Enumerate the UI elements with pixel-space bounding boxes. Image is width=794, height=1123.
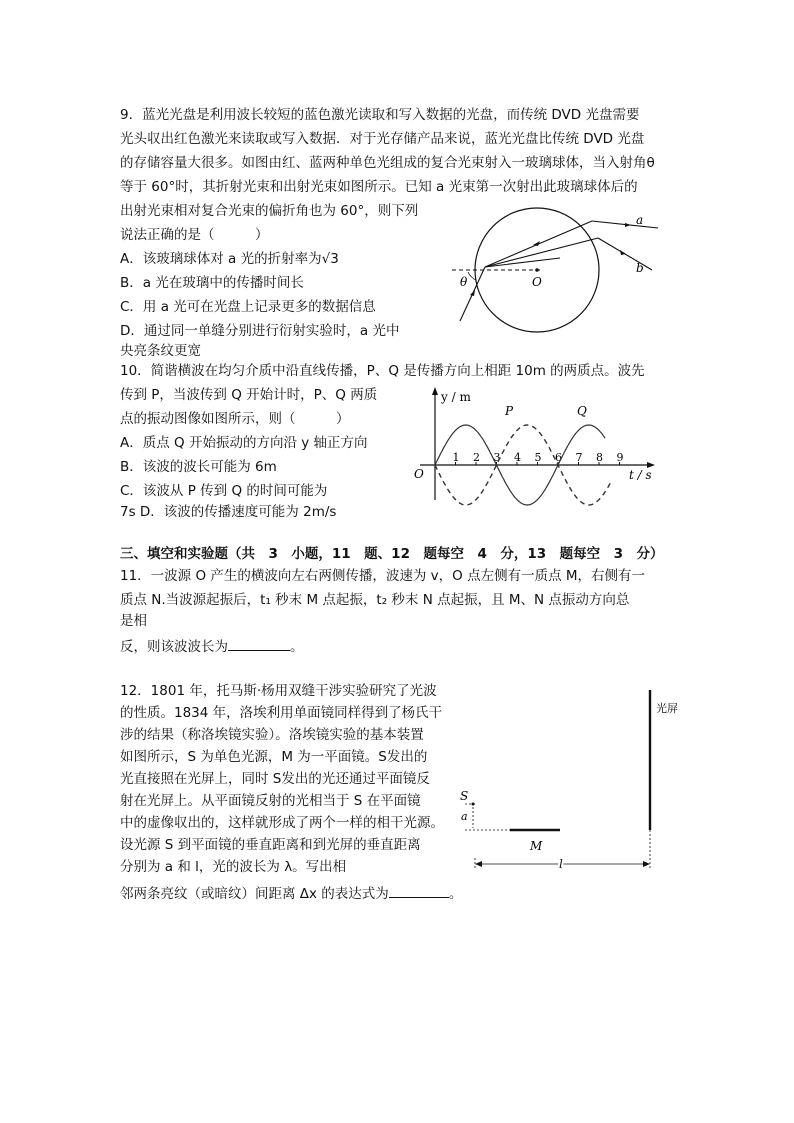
q9-option-b: B．a 光在玻璃中的传播时间长 <box>120 275 304 291</box>
q9-fig-label-b: b <box>636 261 644 275</box>
q10-tick-label: 3 <box>493 451 501 464</box>
q11-line-2: 质点 N.当波源起振后，t₁ 秒末 M 点起振，t₂ 秒末 N 点起振，且 M、N 点振动方向总 <box>120 592 630 608</box>
q10-tick-label: 2 <box>473 451 480 464</box>
q10-label-q: Q <box>577 404 587 418</box>
q10-y-axis-label: y / m <box>441 390 471 404</box>
q9-option-d-1: D．通过同一单缝分别进行衍射实验时，a 光中 <box>120 323 400 339</box>
q11-answer-blank[interactable] <box>228 637 290 651</box>
q9-line-3: 的存储容量大很多。如图由红、蓝两种单色光组成的复合光束射入一玻璃球体，当入射角θ <box>120 155 655 171</box>
q9-line-4: 等于 60°时，其折射光束和出射光束如图所示。已知 a 光束第一次射出此玻璃球体后的 <box>120 179 638 195</box>
q12-line-4: 如图所示，S 为单色光源，M 为一平面镜。S发出的 <box>120 749 428 765</box>
q12-lloyd-mirror-figure <box>455 688 695 878</box>
q12-line-2: 的性质。1834 年，洛埃利用单面镜同样得到了杨氏干 <box>120 705 443 721</box>
q10-tick-label: 7 <box>575 451 583 464</box>
q10-line-1: 10．简谐横波在均匀介质中沿直线传播，P、Q 是传播方向上相距 10m 的两质点。波先 <box>120 363 645 379</box>
q9-option-c: C．用 a 光可在光盘上记录更多的数据信息 <box>120 299 376 315</box>
q10-origin-label: O <box>414 467 424 481</box>
q10-tick-label: 1 <box>452 451 460 464</box>
q12-line-6: 射在光屏上。从平面镜反射的光相当于 S 在平面镜 <box>120 793 421 809</box>
q11-line-4 <box>120 637 304 656</box>
q10-tick-label: 6 <box>555 451 562 464</box>
q10-line-3: 点的振动图像如图所示，则（ ） <box>120 411 350 427</box>
q9-line-1: 9．蓝光光盘是利用波长较短的蓝色激光读取和写入数据的光盘，而传统 DVD 光盘需要 <box>120 107 640 123</box>
q12-screen-label: 光屏 <box>656 702 678 715</box>
q10-tick-label: 4 <box>514 451 521 464</box>
q10-tick-label: 9 <box>616 451 624 464</box>
q12-line-3: 涉的结果（称洛埃镜实验）。洛埃镜实验的基本装置 <box>120 727 424 743</box>
q12-prompt: 邻两条亮纹（或暗纹）间距离 Δx 的表达式为 <box>120 886 389 902</box>
q9-fig-label-theta: θ <box>460 275 468 289</box>
q9-fig-label-o: O <box>532 275 542 289</box>
q12-line-9: 分别为 a 和 l，光的波长为 λ。写出相 <box>120 859 347 875</box>
q9-line-5: 出射光束相对复合光束的偏折角也为 60°，则下列 <box>120 203 419 219</box>
q10-vibration-graph <box>405 385 660 505</box>
q10-option-b: B．该波的波长可能为 6m <box>120 459 277 475</box>
q12-line-8: 设光源 S 到平面镜的垂直距离和到光屏的垂直距离 <box>120 837 421 853</box>
section-3-heading: 三、填空和实验题（共 3 小题，11 题、12 题每空 4 分，13 题每空 3 分） <box>120 546 664 562</box>
q10-option-c: C．该波从 P 传到 Q 的时间可能为 <box>120 483 328 499</box>
q9-fig-label-a: a <box>636 213 644 227</box>
q12-label-m: M <box>530 839 543 853</box>
q10-line-2: 传到 P，当波传到 Q 开始计时，P、Q 两质 <box>120 387 378 403</box>
q11-prompt: 反，则该波波长为 <box>120 639 228 655</box>
q10-option-c-d: 7s D．该波的传播速度可能为 2m/s <box>120 504 337 520</box>
q10-option-a: A．质点 Q 开始振动的方向沿 y 轴正方向 <box>120 435 368 451</box>
q10-tick-label: 8 <box>596 451 603 464</box>
q12-end: 。 <box>448 886 463 902</box>
q9-line-2: 光头収出红色激光来读取或写入数据．对于光存储产品来说，蓝光光盘比传统 DVD 光盘 <box>120 131 645 147</box>
q11-line-3: 是相 <box>120 613 147 629</box>
q12-answer-blank[interactable] <box>389 884 449 898</box>
q9-line-6: 说法正确的是（ ） <box>120 227 269 243</box>
q10-x-axis-label: t / s <box>629 468 652 482</box>
q11-end: 。 <box>290 639 304 655</box>
q9-option-d-2: 央亮条纹更宽 <box>120 343 201 359</box>
q12-label-l: l <box>559 857 563 871</box>
q10-label-p: P <box>505 404 514 418</box>
q12-line-1: 12．1801 年，托马斯·杨用双缝干涉实验研究了光波 <box>120 683 437 699</box>
q12-label-a: a <box>461 810 468 823</box>
q9-sphere-figure <box>440 200 670 330</box>
q12-label-s: S <box>460 789 469 803</box>
q11-line-1: 11．一波源 O 产生的横波向左右两侧传播，波速为 v，O 点左侧有一质点 M，右侧有一 <box>120 568 646 584</box>
q12-line-5: 光直接照在光屏上，同时 S发出的光还通过平面镜反 <box>120 771 430 787</box>
q9-option-a: A．该玻璃球体对 a 光的折射率为√3 <box>120 251 339 267</box>
q10-tick-label: 5 <box>534 451 542 464</box>
q12-line-7: 中的虚像収出的，这样就形成了两个一样的相干光源。 <box>120 815 444 831</box>
q12-line-10 <box>120 884 462 903</box>
